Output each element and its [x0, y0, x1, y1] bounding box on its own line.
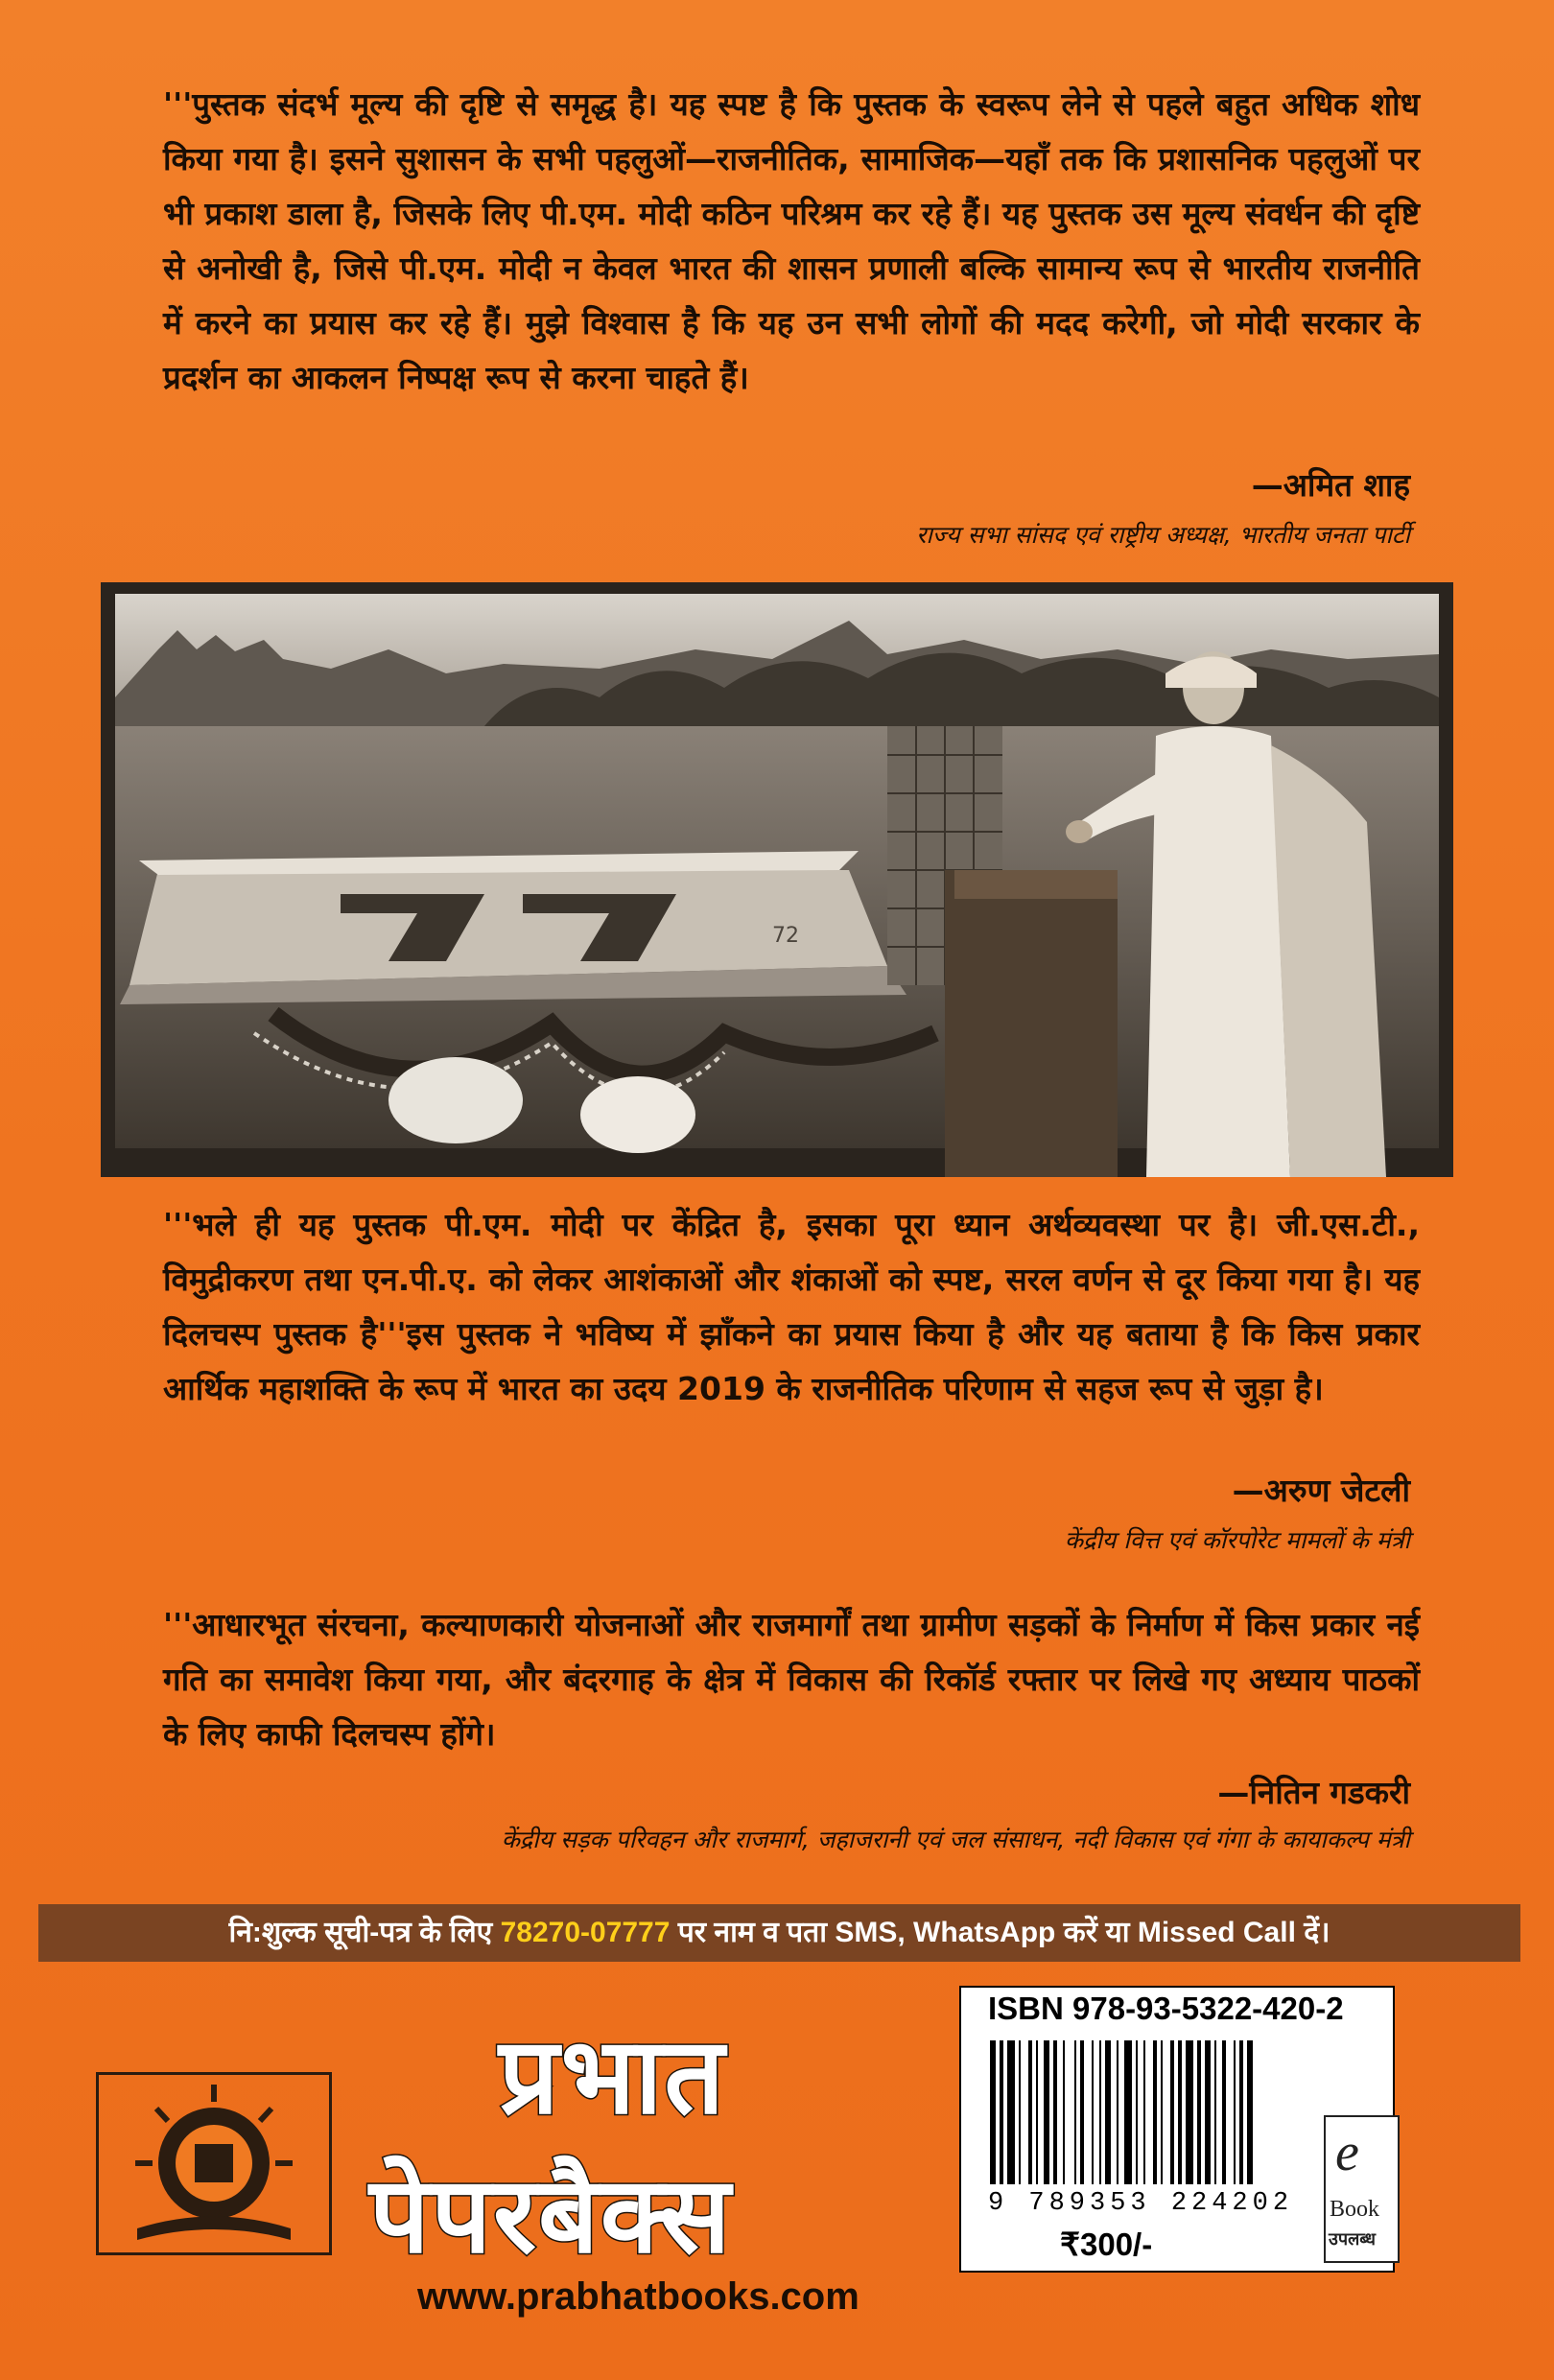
quote-author-nitin-gadkari: —नितिन गडकरी — [1217, 1774, 1410, 1811]
quote-author-amit-shah: —अमित शाह — [1251, 466, 1410, 504]
isbn-number: ISBN 978-93-5322-420-2 — [988, 1991, 1344, 2026]
barcode-digits: 9 789353 224202 — [988, 2189, 1294, 2218]
photo-banner-text: 72 — [772, 924, 799, 948]
publisher-logo — [96, 2072, 332, 2255]
publisher-website-link[interactable]: www.prabhatbooks.com — [417, 2275, 859, 2318]
quote-author-arun-jaitley: —अरुण जेटली — [1232, 1472, 1410, 1509]
ebook-book-label: Book — [1330, 2197, 1380, 2222]
ebook-available-label: उपलब्ध — [1329, 2229, 1377, 2250]
quote-author-title-nitin-gadkari: केंद्रीय सड़क परिवहन और राजमार्ग, जहाजरानी एवं जल संसाधन, नदी विकास एवं गंगा के कायाकल्प मंत्री — [501, 1826, 1410, 1853]
promo-text-before: नि:शुल्क सूची-पत्र के लिए — [228, 1917, 501, 1948]
ebook-e-letter: e — [1335, 2123, 1359, 2182]
publisher-name-line2: पेपरबैक्स — [369, 2154, 733, 2276]
quote-author-title-amit-shah: राज्य सभा सांसद एवं राष्ट्रीय अध्यक्ष, भारतीय जनता पार्टी — [916, 521, 1410, 549]
photo-illustration — [101, 582, 1453, 1177]
promo-phone-number: 78270-07777 — [500, 1917, 671, 1948]
book-price: ₹300/- — [1060, 2227, 1153, 2262]
quote-amit-shah: '''पुस्तक संदर्भ मूल्य की दृष्टि से समृद्ध है। यह स्पष्ट है कि पुस्तक के स्वरूप लेने से पहले बहुत अधिक शोध किया गया है। इसने सुशासन के सभी पहलुओं—राजनीतिक, सामाजिक—यहाँ तक कि प्रशासनिक पहलुओं पर भी प्रकाश डाला है, जिसके लिए पी.एम. मोदी कठिन परिश्रम कर रहे हैं। यह पुस्तक उस मूल्य संवर्धन की दृष्टि से अनोखी है, जिसे पी.एम. मोदी न केवल भारत की शासन प्रणाली बल्कि सामान्य रूप से भारतीय राजनीति में करने का प्रयास कर रहे हैं। मुझे विश्वास है कि यह उन सभी लोगों की मदद करेगी, जो मोदी सरकार के प्रदर्शन का आकलन निष्पक्ष रूप से करना चाहते हैं। — [163, 85, 1420, 396]
quote-author-title-arun-jaitley: केंद्रीय वित्त एवं कॉरपोरेट मामलों के मंत्री — [1064, 1526, 1410, 1554]
book-emblem-icon — [99, 2075, 329, 2252]
cover-photo — [101, 582, 1453, 1177]
publisher-name-line1: प्रभात — [499, 2015, 727, 2137]
quote-arun-jaitley: '''भले ही यह पुस्तक पी.एम. मोदी पर केंद्रित है, इसका पूरा ध्यान अर्थव्यवस्था पर है। जी.एस.टी., विमुद्रीकरण तथा एन.पी.ए. को लेकर आशंकाओं और शंकाओं को स्पष्ट, सरल वर्णन से दूर किया गया है। यह दिलचस्प पुस्तक है'''इस पुस्तक ने भविष्य में झाँकने का प्रयास किया है और यह बताया है कि किस प्रकार आर्थिक महाशक्ति के रूप में भारत का उदय 2019 के राजनीतिक परिणाम से सहज रूप से जुड़ा है। — [163, 1206, 1420, 1407]
quote-nitin-gadkari: '''आधारभूत संरचना, कल्याणकारी योजनाओं और राजमार्गों तथा ग्रामीण सड़कों के निर्माण में किस प्रकार नई गति का समावेश किया गया, और बंदरगाह के क्षेत्र में विकास की रिकॉर्ड रफ्तार पर लिखे गए अध्याय पाठकों के लिए काफी दिलचस्प होंगे। — [163, 1606, 1420, 1753]
promo-text-after: पर नाम व पता SMS, WhatsApp करें या Missed Call दें। — [670, 1917, 1330, 1948]
catalog-promo-strip — [38, 1904, 1520, 1962]
